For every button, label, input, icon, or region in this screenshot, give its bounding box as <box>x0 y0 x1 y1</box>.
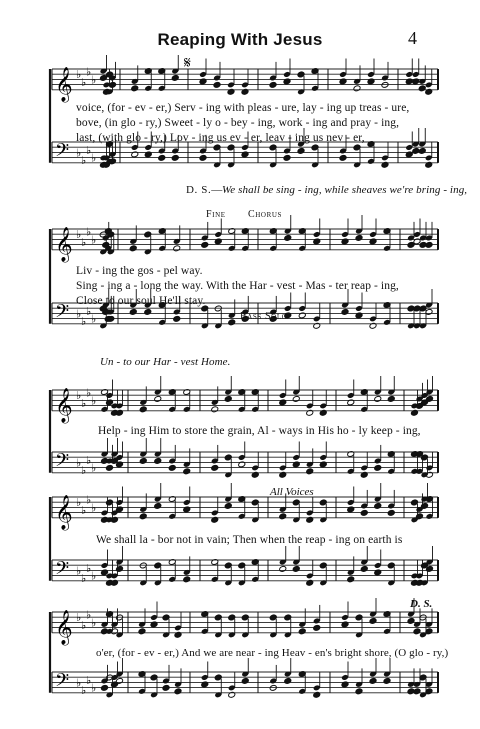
flat-sign: ♭ <box>81 315 87 329</box>
note-head <box>131 85 139 92</box>
note-head <box>174 688 182 695</box>
flat-sign: ♭ <box>91 312 97 326</box>
note-head <box>383 678 391 685</box>
note-head <box>213 81 221 88</box>
note-head <box>171 75 179 82</box>
note-head <box>139 458 147 465</box>
flat-sign: ♭ <box>81 236 87 249</box>
system5-lyric: o'er, (for - ev - er,) And we are near - ing Heav - en's bright shore, (O glo - ry,) <box>96 647 449 659</box>
note-head <box>154 396 162 403</box>
note-head <box>129 245 137 252</box>
system4-lyric: We shall la - bor not in vain; Then when the reap - ing on earth is <box>96 534 403 546</box>
system1-verse3: last, (with glo - ry,) Lov - ing us ev - er, leav - ing us nev - er, <box>76 132 365 144</box>
treble-clef: 𝄞 <box>55 494 73 530</box>
hymn-title: Reaping With Jesus <box>157 30 323 49</box>
system3-lyric: Help - ing Him to store the grain, Al - ways in His ho - ly keep - ing, <box>98 425 421 437</box>
flat-sign: ♭ <box>91 394 97 408</box>
flat-sign: ♭ <box>86 673 92 687</box>
note-head <box>421 503 429 510</box>
note-head <box>106 464 114 471</box>
note-head <box>269 81 277 88</box>
note-head <box>139 513 147 520</box>
note-head <box>353 85 361 92</box>
note-head <box>173 315 181 322</box>
note-head <box>369 618 377 625</box>
note-head <box>387 396 395 403</box>
flat-sign: ♭ <box>91 73 97 87</box>
flat-sign: ♭ <box>81 504 87 517</box>
flat-sign: ♭ <box>86 304 92 318</box>
system2-refrain: Un - to our Har - vest Home. <box>100 356 231 368</box>
note-head <box>413 628 421 635</box>
ds-prefix: D. S.— <box>186 184 223 196</box>
flat-sign: ♭ <box>81 154 87 168</box>
system2-verse1: Liv - ing the gos - pel way. <box>76 265 203 277</box>
note-head <box>101 684 109 691</box>
note-head <box>129 309 137 316</box>
note-head <box>292 396 300 403</box>
flat-sign: ♭ <box>91 616 97 630</box>
fine-marking: Fine <box>206 209 226 220</box>
note-head <box>284 678 292 685</box>
note-head <box>224 503 232 510</box>
flat-sign: ♭ <box>86 608 92 622</box>
bass-clef: 𝄢 <box>55 558 70 584</box>
all-voices-marking: All Voices <box>270 486 314 498</box>
note-head <box>306 468 314 475</box>
flat-sign: ♭ <box>91 501 97 515</box>
treble-clef: 𝄞 <box>55 66 73 102</box>
note-head <box>413 688 421 695</box>
note-head <box>374 503 382 510</box>
note-head <box>154 458 162 465</box>
flat-sign: ♭ <box>81 397 87 410</box>
note-head <box>425 241 433 248</box>
note-head <box>173 245 181 252</box>
flat-sign: ♭ <box>81 619 87 632</box>
flat-sign: ♭ <box>76 228 82 242</box>
flat-sign: ♭ <box>81 572 87 586</box>
note-head <box>224 396 232 403</box>
note-head <box>211 406 219 413</box>
note-head <box>387 509 395 516</box>
note-head <box>418 85 426 92</box>
flat-sign: ♭ <box>81 76 87 89</box>
note-head <box>116 566 124 573</box>
flat-sign: ♭ <box>76 496 82 510</box>
note-head <box>158 154 166 161</box>
ds-end-marking: D. S. <box>410 598 433 610</box>
note-head <box>374 464 382 471</box>
note-head <box>347 576 355 583</box>
flat-sign: ♭ <box>91 569 97 583</box>
flat-sign: ♭ <box>81 684 87 698</box>
note-head <box>355 235 363 242</box>
bass-clef: 𝄢 <box>55 670 70 696</box>
flat-sign: ♭ <box>86 561 92 575</box>
chorus-marking: Chorus <box>248 209 282 220</box>
system1-refrain: We shall be sing - ing, while sheaves we're bring - ing, <box>222 184 468 196</box>
flat-sign: ♭ <box>86 225 92 239</box>
note-head <box>183 576 191 583</box>
note-head <box>360 509 368 516</box>
flat-sign: ♭ <box>86 386 92 400</box>
note-head <box>201 241 209 248</box>
note-head <box>374 396 382 403</box>
bass-clef: 𝄢 <box>55 450 70 476</box>
page-mark: 4 <box>408 28 417 48</box>
note-head <box>279 513 287 520</box>
flat-sign: ♭ <box>91 681 97 695</box>
bass-clef: 𝄢 <box>55 301 70 327</box>
flat-sign: ♭ <box>76 389 82 403</box>
flat-sign: ♭ <box>76 307 82 321</box>
note-head <box>369 678 377 685</box>
flat-sign: ♭ <box>76 564 82 578</box>
flat-sign: ♭ <box>76 676 82 690</box>
note-head <box>211 464 219 471</box>
flat-sign: ♭ <box>91 461 97 475</box>
flat-sign: ♭ <box>81 464 87 478</box>
note-head <box>416 513 424 520</box>
note-head <box>339 154 347 161</box>
flat-sign: ♭ <box>76 68 82 82</box>
note-head <box>355 688 363 695</box>
bass-solo-marking: Bass Solo <box>240 311 288 322</box>
note-head <box>297 148 305 155</box>
system1-verse2: bove, (in glo - ry,) Sweet - ly o - bey - ing, work - ing and pray - ing, <box>76 117 400 129</box>
system2-verse2: Sing - ing a - long the way. With the Har - vest - Mas - ter reap - ing, <box>76 280 399 292</box>
note-head <box>298 628 306 635</box>
system2-verse3: Close to our soul He'll stay. <box>76 295 206 307</box>
note-head <box>162 684 170 691</box>
note-head <box>154 503 162 510</box>
segno-mark: 𝄋 <box>184 53 191 72</box>
flat-sign: ♭ <box>86 493 92 507</box>
flat-sign: ♭ <box>91 233 97 247</box>
note-head <box>171 154 179 161</box>
flat-sign: ♭ <box>76 146 82 160</box>
note-head <box>418 148 426 155</box>
note-head <box>283 154 291 161</box>
flat-sign: ♭ <box>76 456 82 470</box>
note-head <box>183 468 191 475</box>
note-head <box>284 235 292 242</box>
note-head <box>138 628 146 635</box>
flat-sign: ♭ <box>86 143 92 157</box>
note-head <box>139 406 147 413</box>
note-head <box>341 309 349 316</box>
note-head <box>360 566 368 573</box>
note-head <box>292 566 300 573</box>
note-head <box>144 309 152 316</box>
note-head <box>241 678 249 685</box>
flat-sign: ♭ <box>91 151 97 165</box>
note-head <box>168 464 176 471</box>
flat-sign: ♭ <box>86 65 92 79</box>
note-head <box>228 319 236 326</box>
note-head <box>313 624 321 631</box>
bass-clef: 𝄢 <box>55 140 70 166</box>
flat-sign: ♭ <box>86 453 92 467</box>
treble-clef: 𝄞 <box>55 226 73 262</box>
note-head <box>199 154 207 161</box>
treble-clef: 𝄞 <box>55 609 73 645</box>
note-head <box>407 618 415 625</box>
system1-verse1: voice, (for - ev - er,) Serv - ing with pleas - ure, lay - ing up treas - ure, <box>76 102 410 114</box>
flat-sign: ♭ <box>76 611 82 625</box>
note-head <box>279 566 287 573</box>
treble-clef: 𝄞 <box>55 387 73 423</box>
